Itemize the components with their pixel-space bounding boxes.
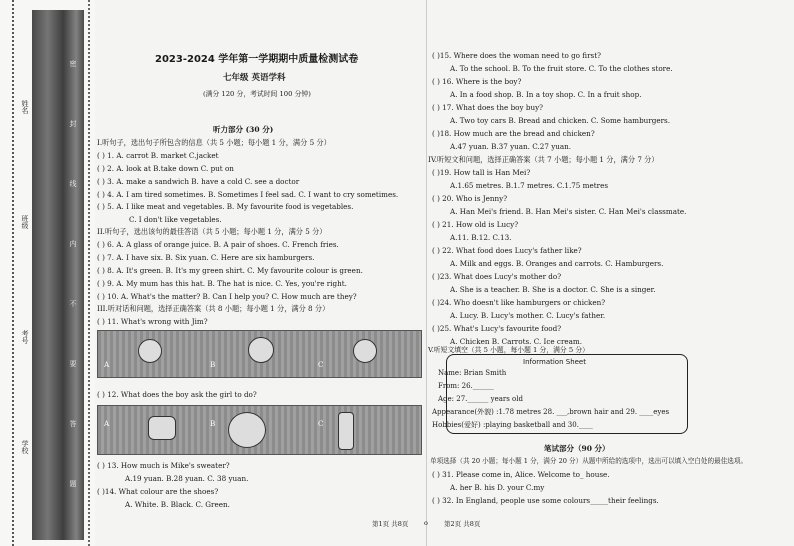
boy-figure-icon (248, 337, 274, 363)
picture-letter-b: B (210, 419, 216, 428)
info-from: From: 26.______ (438, 382, 494, 390)
question-17-options: A. Two toy cars B. Bread and chicken. C. Some hamburgers. (450, 116, 670, 125)
part-instruction: IV.听短文和问题，选择正确答案（共 7 小题；每小题 1 分，满分 7 分） (428, 155, 659, 164)
question-15-options: A. To the school. B. To the fruit store. C. To the clothes store. (450, 64, 673, 73)
picture-letter-c: C (318, 419, 324, 428)
question-5: ( ) 5. A. I like meat and vegetables. B. My favourite food is vegetables. (97, 202, 354, 211)
bottle-icon (338, 412, 354, 450)
question-25: ( )25. What's Lucy's favourite food? (432, 324, 562, 333)
question-23-options: A. She is a teacher. B. She is a doctor. C. She is a singer. (450, 285, 656, 294)
question-15: ( )15. Where does the woman need to go first? (432, 51, 601, 60)
section-heading: 听力部分 (30 分) (213, 125, 274, 134)
picture-letter-b: B (210, 360, 216, 369)
page-number-right: 第2页 共8页 (444, 520, 481, 528)
question-14-options: A. White. B. Black. C. Green. (125, 500, 230, 509)
boy-figure-icon (353, 339, 377, 363)
scan-shadow (32, 10, 84, 540)
question-16: ( ) 16. Where is the boy? (432, 77, 522, 86)
question-13-options: A.19 yuan. B.28 yuan. C. 38 yuan. (125, 474, 249, 483)
writing-section (428, 0, 794, 546)
picture-letter-a: A (104, 419, 110, 428)
exam-note: (满分 120 分，考试时间 100 分钟) (203, 90, 311, 98)
question-9: ( ) 9. A. My mum has this hat. B. The hat is nice. C. Yes, you're right. (97, 279, 347, 288)
part-instruction: I.听句子，选出句子所包含的信息（共 5 小题；每小题 1 分，满分 5 分） (97, 138, 331, 147)
section-heading: 笔试部分（90 分） (544, 444, 610, 453)
question-12: ( ) 12. What does the boy ask the girl to do? (97, 390, 257, 399)
binding-label: 班级 (21, 215, 29, 229)
seal-label: 线 (69, 180, 77, 187)
question-4: ( ) 4. A. I am tired sometimes. B. Sometimes I feel sad. C. I want to cry sometimes. (97, 190, 399, 199)
hand-icon (148, 416, 176, 440)
binding-margin (0, 0, 95, 546)
page-number-left: 第1页 共8页 (372, 520, 409, 528)
seal-label: 答 (69, 420, 77, 427)
question-1: ( ) 1. A. carrot B. market C.jacket (97, 151, 219, 160)
info-sheet-title: Information Sheet (523, 358, 586, 366)
info-name: Name: Brian Smith (438, 369, 507, 377)
question-7: ( ) 7. A. I have six. B. Six yuan. C. Here are six hamburgers. (97, 253, 315, 262)
part-instruction: V.听短文填空（共 5 小题，每小题 1 分，满分 5 分） (428, 346, 589, 354)
info-age: Age: 27.______ years old (438, 395, 523, 403)
question-21: ( ) 21. How old is Lucy? (432, 220, 519, 229)
question-25-options: A. Chicken B. Carrots. C. Ice cream. (450, 337, 583, 346)
question-24-options: A. Lucy. B. Lucy's mother. C. Lucy's father. (450, 311, 606, 320)
part-instruction: II.听句子，选出该句的最佳答语（共 5 小题；每小题 1 分，满分 5 分） (97, 227, 327, 236)
seal-label: 封 (69, 120, 77, 127)
part-instruction: III.听对话和问题，选择正确答案（共 8 小题；每小题 1 分，满分 8 分） (97, 304, 330, 313)
seal-line (88, 0, 94, 546)
seal-label: 题 (69, 480, 77, 487)
question-20-options: A. Han Mei's friend. B. Han Mei's sister. C. Han Mei's classmate. (450, 207, 687, 216)
binding-label: 学校 (21, 440, 29, 454)
seal-label: 密 (69, 60, 77, 67)
seal-label: 要 (69, 360, 77, 367)
question-18-options: A.47 yuan. B.37 yuan. C.27 yuan. (450, 142, 572, 151)
question-22: ( ) 22. What food does Lucy's father like? (432, 246, 582, 255)
question-13: ( ) 13. How much is Mike's sweater? (97, 461, 230, 470)
page-divider (426, 0, 427, 546)
left-page (95, 0, 425, 546)
question-19: ( )19. How tall is Han Mei? (432, 168, 531, 177)
question-12-picture (97, 405, 422, 455)
question-22-options: A. Milk and eggs. B. Oranges and carrots. C. Hamburgers. (450, 259, 664, 268)
question-11-picture (97, 330, 422, 378)
info-hobbies: Hobbies(爱好) :playing basketball and 30.____ (432, 421, 593, 429)
question-20: ( ) 20. Who is Jenny? (432, 194, 508, 203)
question-5-option-c: C. I don't like vegetables. (129, 215, 222, 224)
question-18: ( )18. How much are the bread and chicken? (432, 129, 595, 138)
seal-label: 内 (69, 240, 77, 247)
question-19-options: A.1.65 metres. B.1.7 metres. C.1.75 metres (450, 181, 609, 190)
part-instruction: 单项选择（共 20 小题；每小题 1 分，满分 20 分）从题中所给的选项中，选出可以填入空白处的最佳选项。 (430, 457, 748, 465)
exam-title: 2023-2024 学年第一学期期中质量检测试卷 (155, 54, 359, 65)
question-21-options: A.11. B.12. C.13. (450, 233, 512, 242)
binding-label: 考号 (21, 330, 29, 344)
question-24: ( )24. Who doesn't like hamburgers or chicken? (432, 298, 606, 307)
question-16-options: A. In a food shop. B. In a toy shop. C. In a fruit shop. (450, 90, 642, 99)
question-32: ( ) 32. In England, people use some colours_____their feelings. (432, 496, 659, 505)
seal-label: 不 (69, 300, 77, 307)
boy-figure-icon (138, 339, 162, 363)
question-6: ( ) 6. A. A glass of orange juice. B. A pair of shoes. C. French fries. (97, 240, 339, 249)
question-31-options: A. her B. his D. your C.my (450, 483, 545, 492)
question-14: ( )14. What colour are the shoes? (97, 487, 219, 496)
info-appearance: Appearance(外貌) :1.78 metres 28. ___,brown hair and 29. ____eyes (432, 408, 670, 416)
question-23: ( )23. What does Lucy's mother do? (432, 272, 562, 281)
question-3: ( ) 3. A. make a sandwich B. have a cold C. see a doctor (97, 177, 300, 186)
hat-icon (228, 412, 266, 448)
question-8: ( ) 8. A. It's green. B. It's my green shirt. C. My favourite colour is green. (97, 266, 363, 275)
picture-letter-a: A (104, 360, 110, 369)
question-2: ( ) 2. A. look at B.take down C. put on (97, 164, 234, 173)
binding-label: 姓名 (21, 100, 29, 114)
question-11: ( ) 11. What's wrong with Jim? (97, 317, 208, 326)
page-center-mark: o (424, 519, 428, 527)
picture-letter-c: C (318, 360, 324, 369)
question-10: ( ) 10. A. What's the matter? B. Can I help you? C. How much are they? (97, 292, 357, 301)
question-17: ( ) 17. What does the boy buy? (432, 103, 543, 112)
cut-line (12, 0, 22, 546)
exam-subject: 七年级 英语学科 (223, 73, 286, 83)
question-31: ( ) 31. Please come in, Alice. Welcome to_ house. (432, 470, 610, 479)
